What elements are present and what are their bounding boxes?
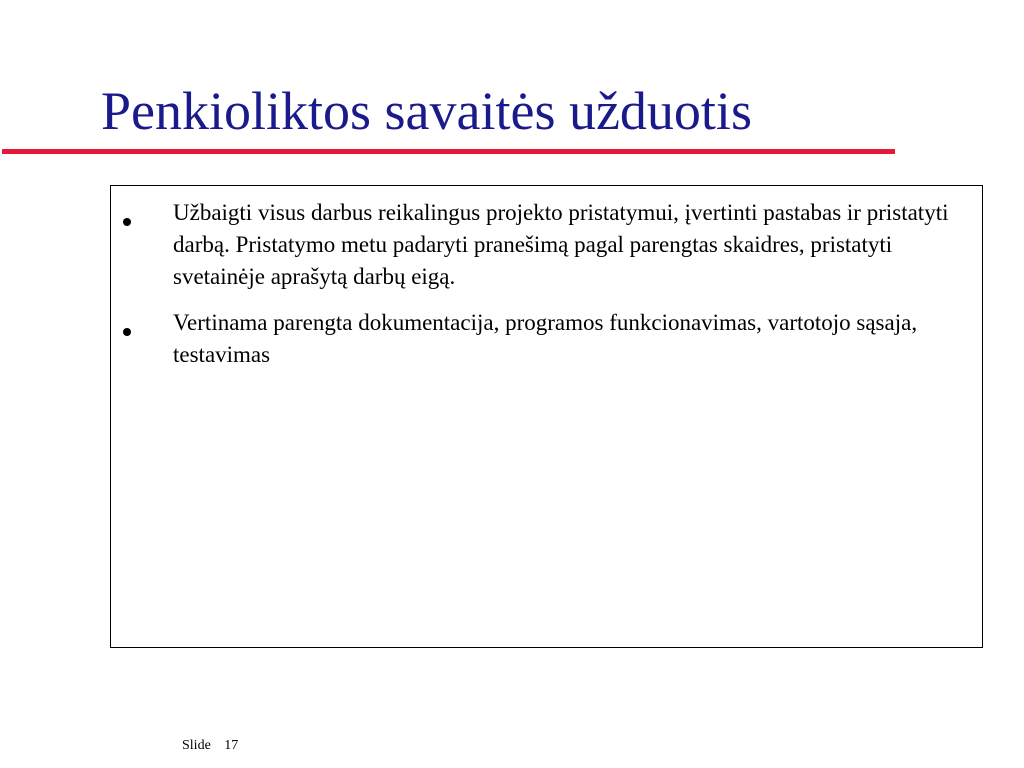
bullet-dot-icon — [123, 328, 131, 336]
bullet-dot-icon — [123, 218, 131, 226]
bullet-text: Vertinama parengta dokumentacija, programos funkcionavimas, vartotojo sąsaja, testavimas — [173, 310, 918, 367]
title-underline — [2, 149, 895, 154]
slide-number: 17 — [224, 738, 239, 753]
bullet-text: Užbaigti visus darbus reikalingus projekto pristatymui, įvertinti pastabas ir pristatyti darbą. Pristatymo metu padaryti pranešimą pagal parengtas skaidres, pristatyti svetainėje aprašytą darbų eigą. — [173, 200, 949, 289]
slide-title: Penkioliktos savaitės užduotis — [101, 81, 752, 141]
slide-footer — [182, 736, 238, 756]
footer-label: Slide — [182, 738, 211, 753]
content-box — [110, 185, 983, 648]
